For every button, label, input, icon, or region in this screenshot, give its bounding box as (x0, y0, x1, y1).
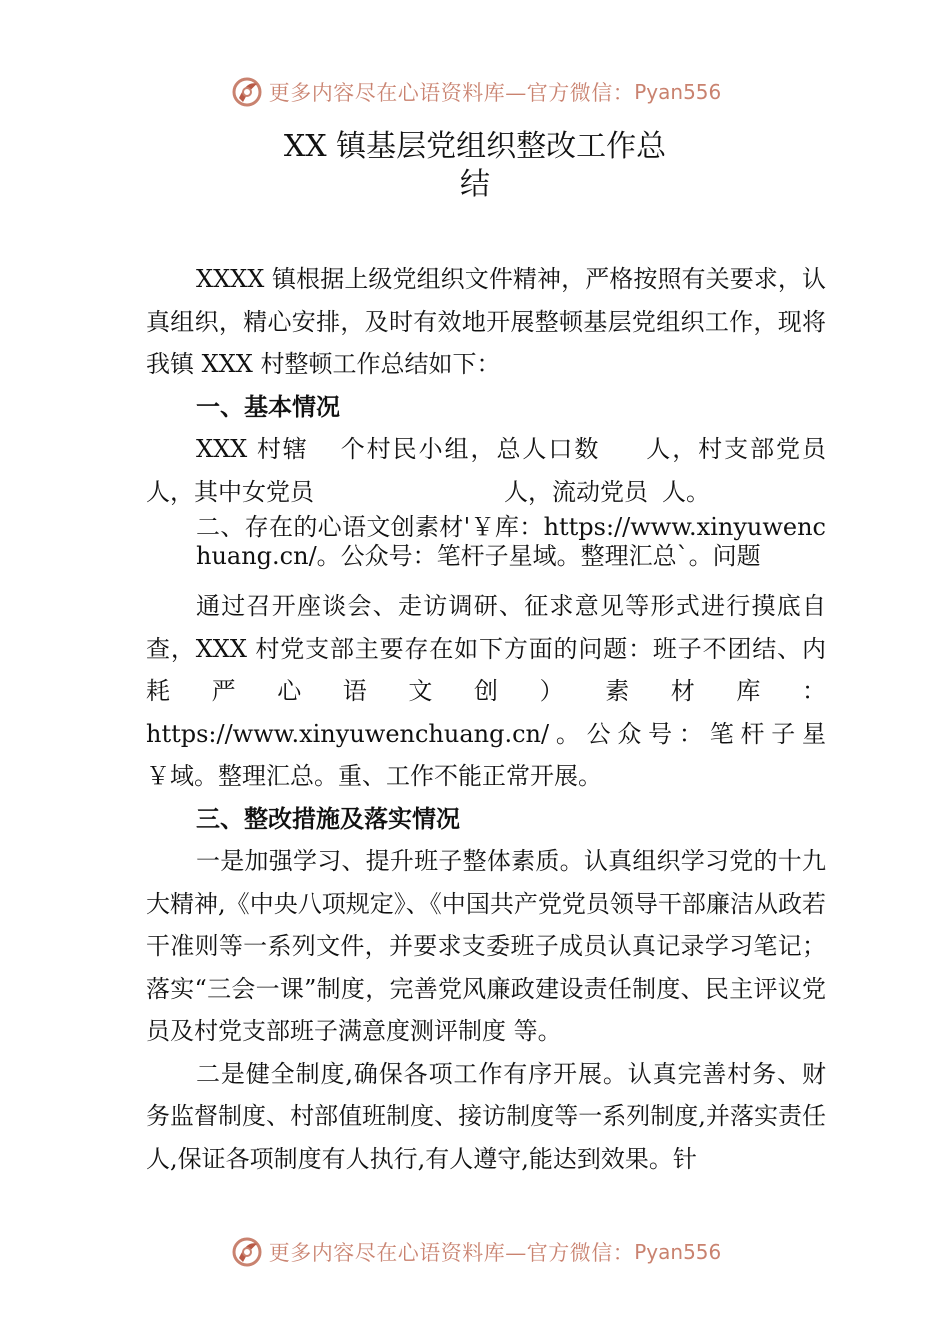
watermark-banner-bottom (0, 1232, 950, 1272)
title-line-1: XX 镇基层党组织整改工作总 (283, 129, 667, 164)
section-3-paragraph-1: 一是加强学习、提升班子整体素质。认真组织学习党的十九大精神,《中央八项规定》、《中国共产党党员领导干部廉洁从政若干准则等一系列文件，并要求支委班子成员认真记录学习笔记；落实“三会一课”制度，完善党风廉政建设责任制度、民主评议党员及村党支部班子满意度测评制度 等。 (146, 847, 826, 1045)
watermark-id: Pyan556 (634, 1240, 722, 1264)
section-1-heading: 一、基本情况 (196, 391, 340, 421)
title-line-2: 结 (460, 167, 490, 202)
section-3-heading: 三、整改措施及落实情况 (196, 803, 460, 833)
s1-part-d: 人，流动党员 (504, 477, 648, 506)
watermark-id: Pyan556 (634, 80, 722, 104)
document-title (0, 128, 950, 204)
brand-logo-icon (229, 1234, 265, 1270)
section-2-paragraph: 通过召开座谈会、走访调研、征求意见等形式进行摸底自查，XXX 村党支部主要存在如下方面的问题：班子不团结、内耗严心语文创）素材库：https://www.xinyuwenchuang.cn/。公众号：笔杆子星￥域。整理汇总。重、工作不能正常开展。 (146, 592, 826, 790)
watermark-banner-top (0, 72, 950, 112)
s1-part-b: 个村民小组，总人口数 (338, 435, 601, 463)
intro-paragraph: XXXX 镇根据上级党组织文件精神，严格按照有关要求，认真组织，精心安排，及时有效地开展整顿基层党组织工作，现将我镇 XXX 村整顿工作总结如下： (146, 265, 826, 378)
s1-part-a: XXX 村辖 (196, 435, 309, 463)
document-body (146, 258, 826, 1180)
s1-part-e: 人。 (662, 477, 710, 506)
section-2-heading: 二、存在的心语文创素材'￥库：https://www.xinyuwenchuang.cn/。公众号：笔杆子星域。整理汇总`。问题 (196, 513, 826, 570)
section-3-paragraph-2: 二是健全制度,确保各项工作有序开展。认真完善村务、财务监督制度、村部值班制度、接访制度等一系列制度,并落实责任人,保证各项制度有人执行,有人遵守,能达到效果。针 (146, 1059, 826, 1173)
s1-part-c: 人，村支部党员人，其中女党员 (146, 435, 827, 506)
brand-logo-icon (229, 74, 265, 110)
watermark-text: 更多内容尽在心语资料库—官方微信： (268, 1241, 635, 1265)
watermark-text: 更多内容尽在心语资料库—官方微信： (268, 81, 635, 105)
section-1-paragraph (146, 428, 826, 513)
